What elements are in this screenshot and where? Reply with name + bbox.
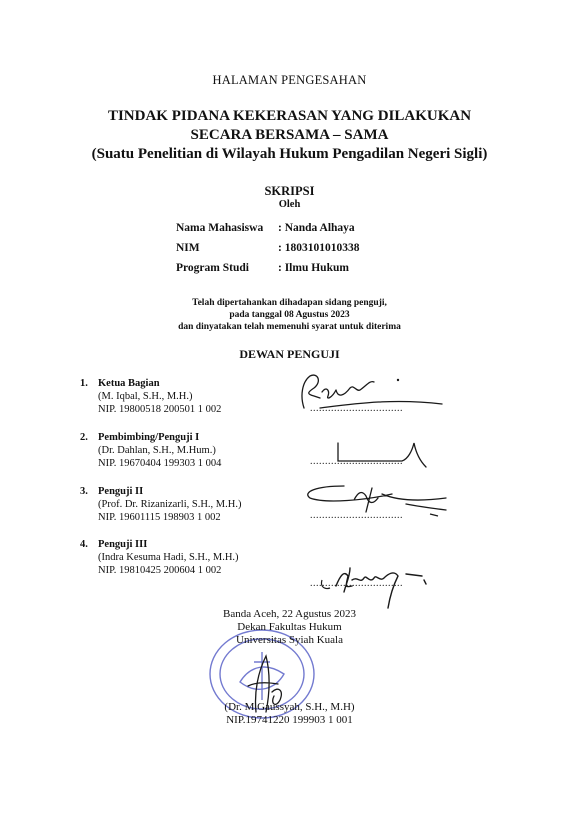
page-title: HALAMAN PENGESAHAN: [212, 73, 367, 87]
signature-line-3: ...............................: [310, 510, 403, 521]
examiner-name: (M. Iqbal, S.H., M.H.): [98, 391, 193, 402]
signature-line-2: ...............................: [310, 456, 403, 467]
defense-statement-line-2: pada tanggal 08 Agustus 2023: [229, 310, 350, 320]
thesis-title-line-1: TINDAK PIDANA KEKERASAN YANG DILAKUKAN: [107, 108, 472, 124]
examiner-number: 1.: [80, 378, 88, 389]
dean-position: Dekan Fakultas Hukum: [237, 621, 342, 633]
examiner-name: (Prof. Dr. Rizanizarli, S.H., M.H.): [98, 499, 242, 510]
examiner-role: Penguji II: [98, 486, 144, 497]
signature-examiner-3: [296, 480, 456, 522]
examiner-nip: NIP. 19601115 198903 1 002: [98, 512, 221, 523]
examiner-name: (Dr. Dahlan, S.H., M.Hum.): [98, 445, 216, 456]
examiner-nip: NIP. 19810425 200604 1 002: [98, 565, 222, 576]
signature-examiner-4: [316, 556, 436, 614]
document-type: SKRIPSI: [264, 184, 315, 198]
examiner-number: 3.: [80, 486, 88, 497]
examiner-role: Penguji III: [98, 539, 148, 550]
signature-examiner-2: [308, 437, 428, 473]
examiner-name: (Indra Kesuma Hadi, S.H., M.H.): [98, 552, 239, 563]
signature-line-4: ...............................: [310, 578, 403, 589]
dean-name: (Dr. M.Gaussyah, S.H., M.H): [224, 701, 355, 713]
thesis-title-line-2: SECARA BERSAMA – SAMA: [190, 127, 389, 143]
defense-statement-line-1: Telah dipertahankan dihadapan sidang penguji,: [192, 298, 387, 308]
signature-line-1: ...............................: [310, 403, 403, 414]
dean-nip: NIP.19741220 199903 1 001: [226, 714, 353, 726]
examiner-nip: NIP. 19670404 199303 1 004: [98, 458, 222, 469]
nim-label: NIM: [176, 242, 200, 254]
examiner-role: Ketua Bagian: [98, 378, 160, 389]
place-and-date: Banda Aceh, 22 Agustus 2023: [223, 608, 356, 620]
program-label: Program Studi: [176, 262, 249, 274]
student-name-label: Nama Mahasiswa: [176, 222, 264, 234]
signature-examiner-1: [292, 368, 452, 418]
examiner-role: Pembimbing/Penguji I: [98, 432, 200, 443]
board-title: DEWAN PENGUJI: [239, 347, 340, 361]
defense-statement-line-3: dan dinyatakan telah memenuhi syarat untuk diterima: [178, 322, 401, 332]
student-name-value: : Nanda Alhaya: [278, 222, 355, 234]
examiner-number: 2.: [80, 432, 88, 443]
thesis-subtitle: (Suatu Penelitian di Wilayah Hukum Pengadilan Negeri Sigli): [91, 146, 488, 162]
examiner-number: 4.: [80, 539, 88, 550]
by-label: Oleh: [278, 199, 301, 210]
nim-value: : 1803101010338: [278, 242, 360, 254]
university-name: Universitas Syiah Kuala: [236, 634, 343, 646]
examiner-nip: NIP. 19800518 200501 1 002: [98, 404, 222, 415]
program-value: : Ilmu Hukum: [278, 262, 349, 274]
